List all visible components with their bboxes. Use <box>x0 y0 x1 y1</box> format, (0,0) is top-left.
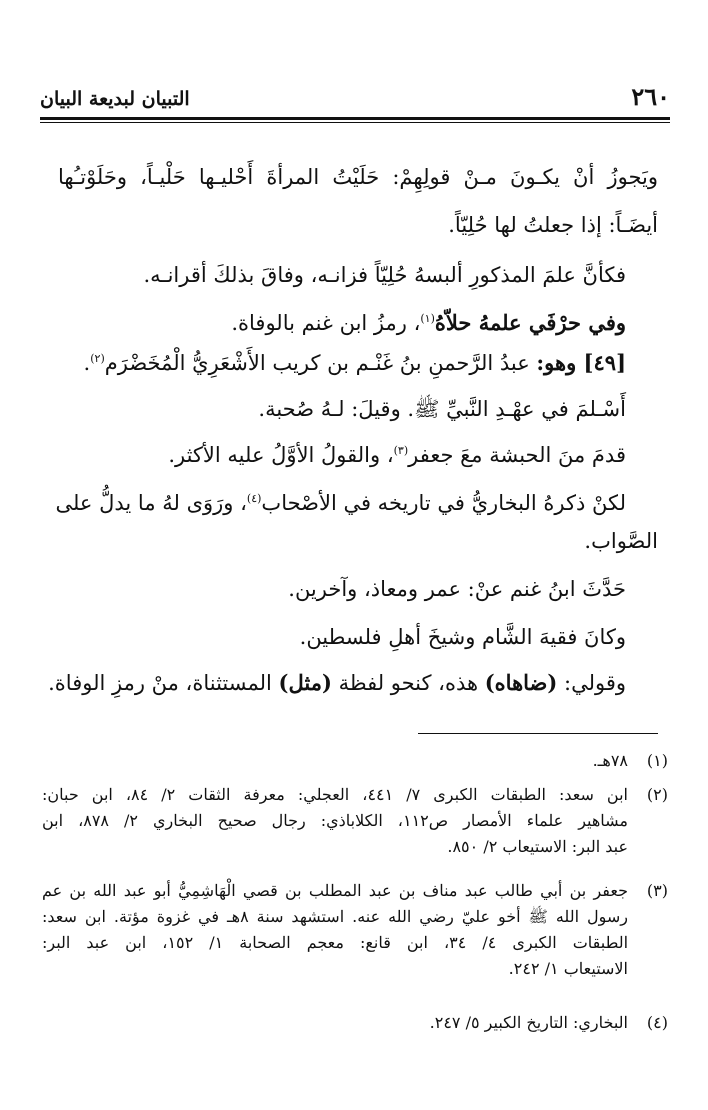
text-run: ، رمزُ ابن غنم بالوفاة. <box>231 311 421 335</box>
footnote-ref: (٢) <box>90 352 105 365</box>
footnote-text: رسول الله ﷺ أخو عليّ رضي الله عنه. استشهد سنة ٨هـ في غزوة مؤتة. ابن سعد: <box>42 907 628 926</box>
page-number: ٢٦٠ <box>631 82 670 111</box>
text-run: هذه، كنحو لفظة <box>331 671 485 695</box>
text-run: وفي حرْفَي علمهُ حلاّهُ <box>434 310 626 335</box>
footnote-text: ابن سعد: الطبقات الكبرى ٧/ ٤٤١، العجلي: معرفة الثقات ٢/ ٨٤، ابن حبان: <box>42 785 628 804</box>
footnote-text: البخاري: التاريخ الكبير ٥/ ٢٤٧. <box>429 1013 628 1032</box>
page-header <box>40 82 670 116</box>
paragraph-line: وكانَ فقيهَ الشَّام وشيخَ أهلِ فلسطين. <box>299 625 626 649</box>
entry-number: [٤٩] وهو: <box>536 350 626 375</box>
text-run: لكنْ ذكرهُ البخاريُّ في تاريخه في الأصْحاب <box>261 491 626 515</box>
text-run: وقولي: <box>557 671 626 695</box>
footnote-text: ٧٨هـ. <box>592 751 628 770</box>
footnote-ref: (١) <box>420 312 435 325</box>
footnote-2 <box>42 782 668 860</box>
paragraph-line: الصَّواب. <box>584 529 658 553</box>
paragraph-line: أَسْـلمَ في عهْـدِ النَّبيِّ ﷺ. وقيلَ: لـهُ صُحبة. <box>258 397 626 421</box>
footnote-separator <box>418 733 658 734</box>
footnote-number: (٣) <box>646 881 668 900</box>
footnote-ref: (٤) <box>246 492 262 505</box>
quoted-word: (ضاهاه) <box>484 670 558 695</box>
footnote-ref: (٣) <box>393 444 409 457</box>
entry-heading-line <box>84 346 626 380</box>
text-run: ، ورَوَى لهُ ما يدلُّ على <box>55 491 247 515</box>
footnote-3 <box>42 878 668 982</box>
footnote-text: مشاهير علماء الأمصار ص١١٢، الكلاباذي: رجال صحيح البخاري ٢/ ٨٧٨، ابن <box>42 811 629 830</box>
paragraph-line <box>168 438 626 472</box>
footnote-text: الاستيعاب ١/ ٢٤٢. <box>508 959 628 978</box>
text-run: قدمَ منَ الحبشة معَ جعفر <box>408 443 626 467</box>
paragraph-line <box>48 666 626 700</box>
paragraph-line: فكأنَّ علمَ المذكورِ ألبسهُ حُلِيّاً فزانـه، وفاقَ بذلكَ أقرانـه. <box>143 263 626 287</box>
paragraph-line <box>55 486 626 520</box>
text-run: ، والقولُ الأوَّلُ عليه الأكثر. <box>168 443 394 467</box>
running-title: التبيان لبديعة البيان <box>40 88 190 110</box>
footnote-4 <box>42 1010 668 1036</box>
footnote-number: (١) <box>646 751 668 770</box>
text-run: عبدُ الرَّحمنِ بنُ غَنْـم بن كريب الأَشْعَرِيُّ الْمُخَضْرَم <box>104 351 537 375</box>
footnote-text: جعفر بن أبي طالب عبد مناف بن عبد المطلب بن قصي الْهَاشِمِيُّ أبو عبد الله بن عم <box>42 881 628 900</box>
footnote-text: عبد البر: الاستيعاب ٢/ ٨٥٠. <box>447 837 628 856</box>
quoted-word: (مثل) <box>278 670 332 695</box>
text-run: . <box>83 351 91 375</box>
paragraph-line <box>231 306 626 340</box>
footnote-text: الطبقات الكبرى ٤/ ٣٤، ابن قانع: معجم الصحابة ١/ ١٥٢، ابن عبد البر: <box>42 933 629 952</box>
footnote-number: (٢) <box>646 785 668 804</box>
header-rule-thin <box>40 122 670 123</box>
footnote-number: (٤) <box>646 1013 668 1032</box>
header-rule-thick <box>40 117 670 120</box>
paragraph-line: أيضَـاً: إذا جعلتُ لها حُلِيّاً. <box>448 213 658 237</box>
text-run: المستثناة، منْ رمزِ الوفاة. <box>48 671 279 695</box>
paragraph-line: حَدَّثَ ابنُ غنم عنْ: عمر ومعاذ، وآخرين. <box>288 577 626 601</box>
paragraph-line: ويَجوزُ أنْ يكـونَ مـنْ قولِهِمْ: حَلَيْتُ المرأةَ أَحْليـها حَلْيـاً، وحَلَوْتـُها <box>58 165 658 189</box>
footnote-1 <box>42 748 668 774</box>
